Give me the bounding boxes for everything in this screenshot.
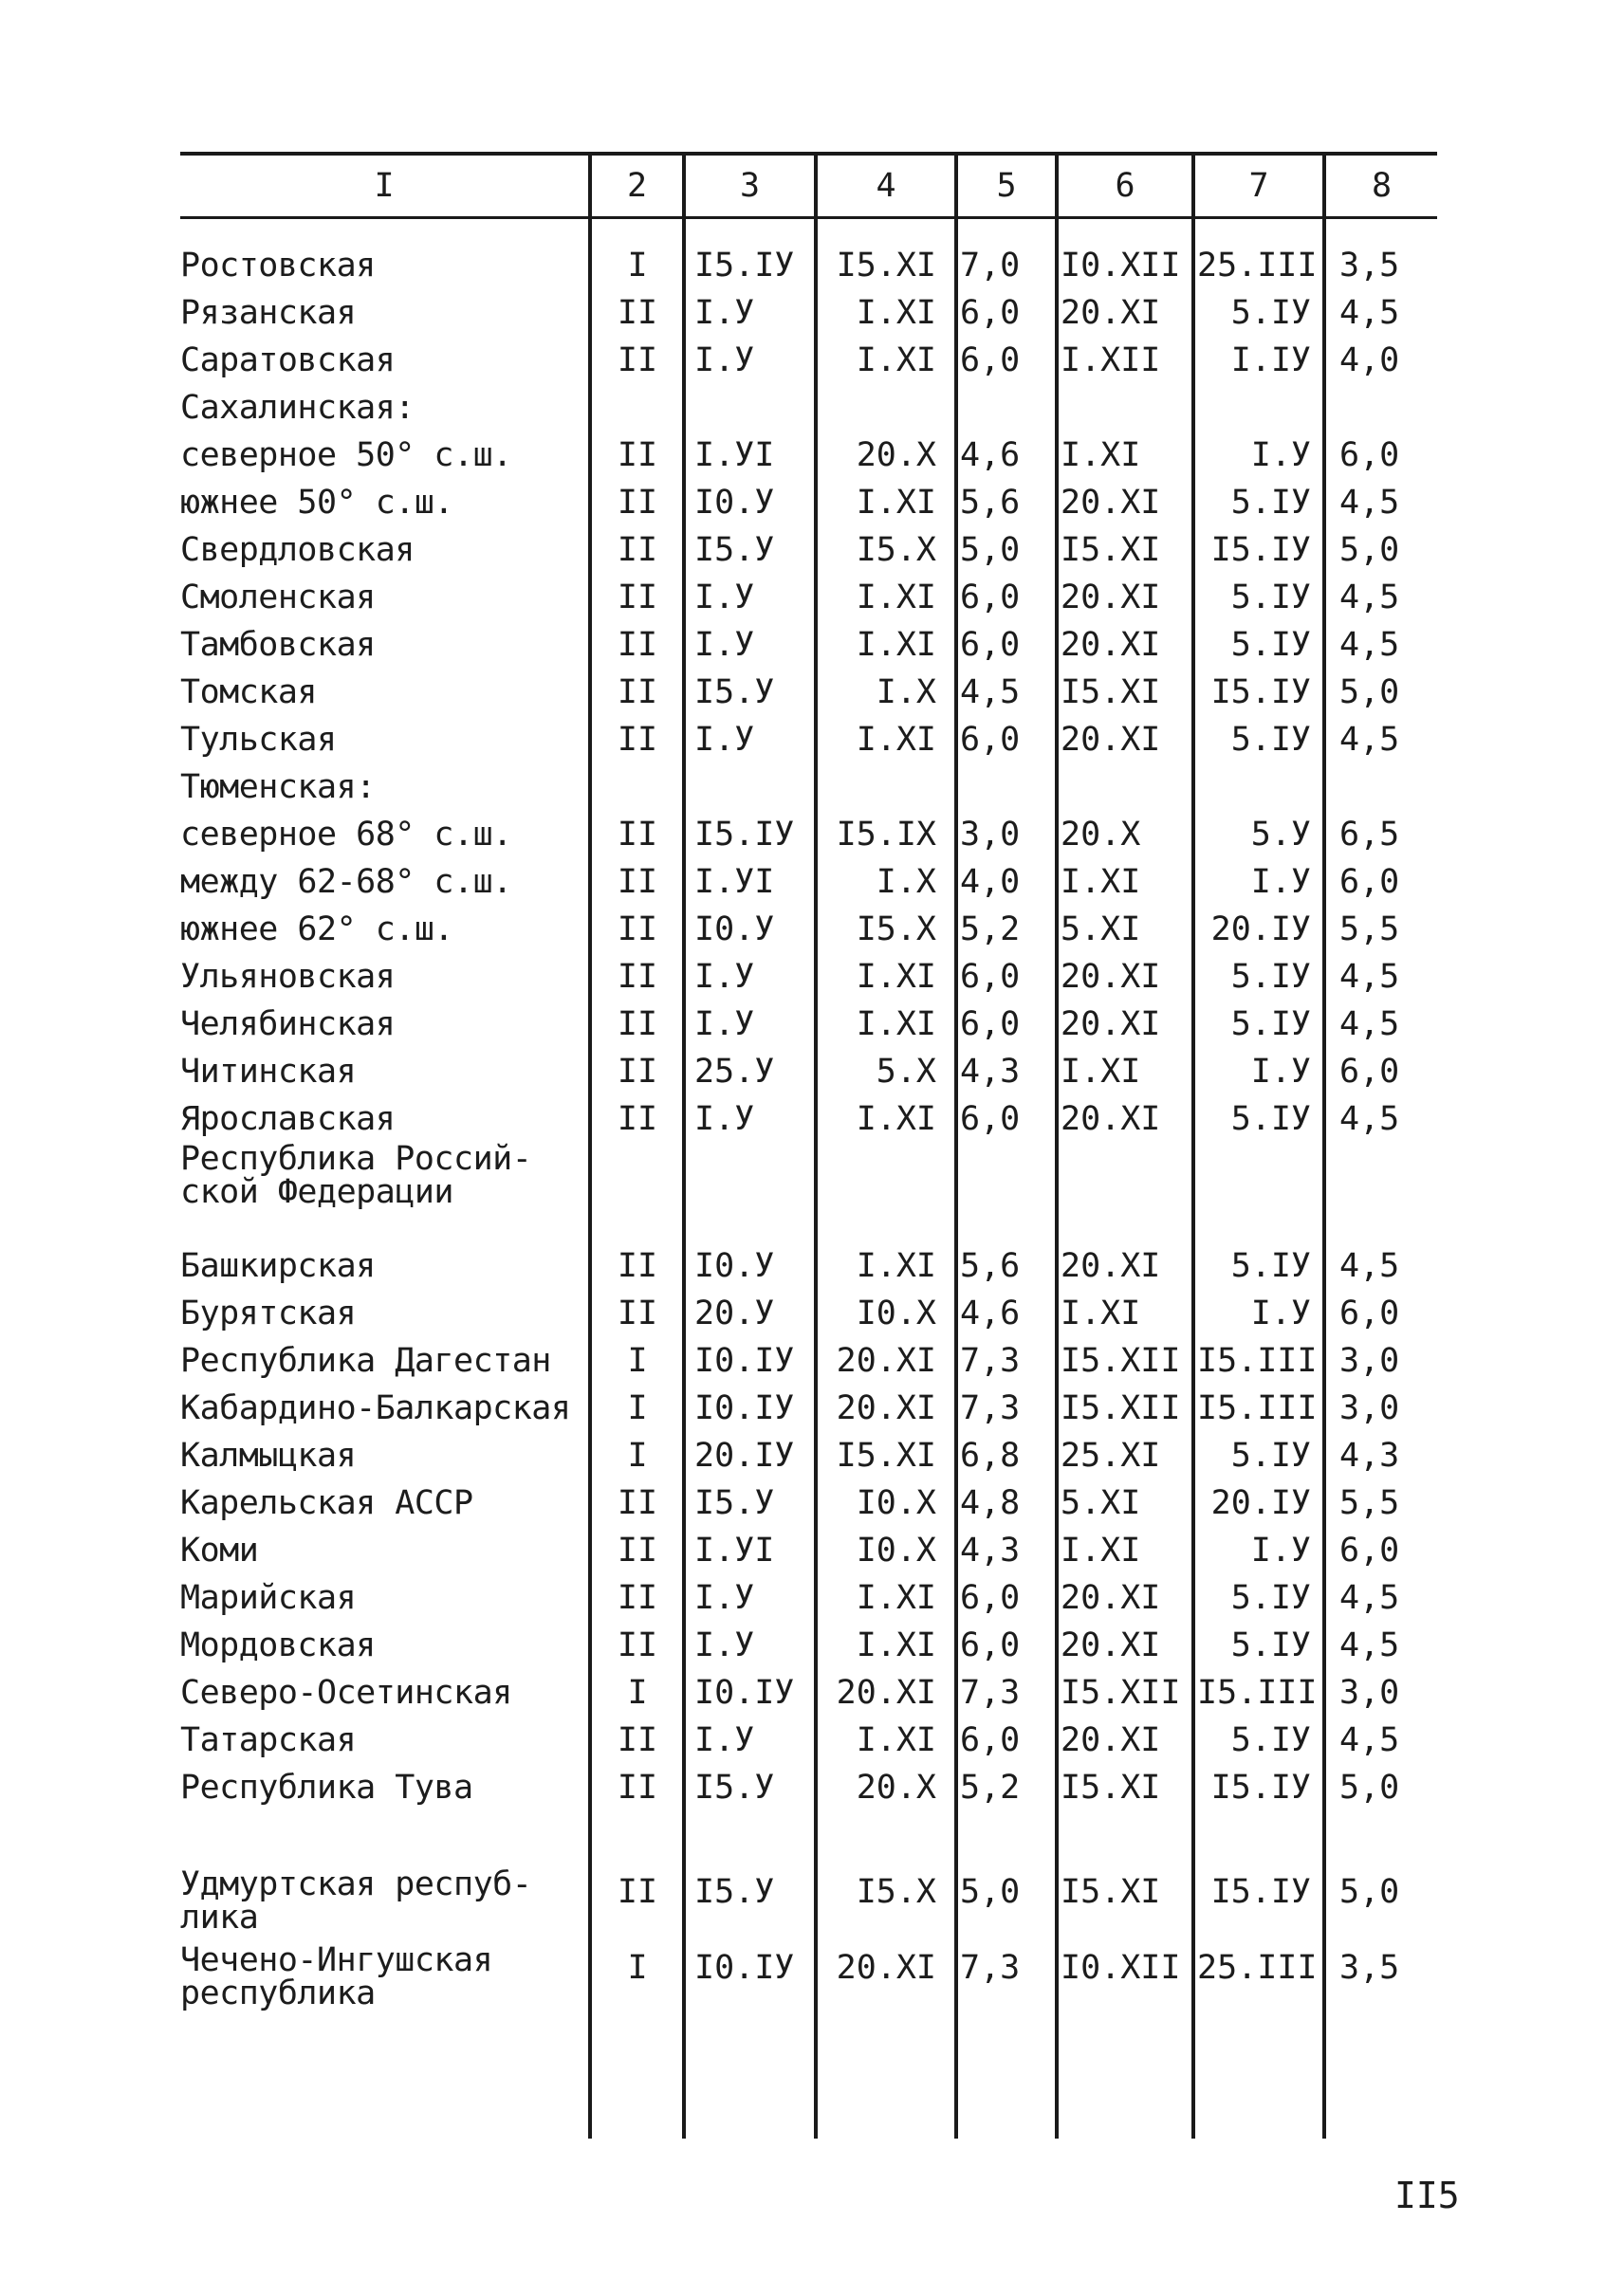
table-row — [0, 1622, 1624, 1669]
value-cell-col-2: II — [617, 1295, 658, 1332]
table-row — [0, 432, 1624, 479]
value-cell-col-4: 5.X — [876, 1053, 936, 1091]
value-cell-col-7: I.У — [1250, 1053, 1311, 1091]
value-cell-col-3: I.У — [694, 721, 755, 759]
value-cell-col-5: 4,3 — [960, 1053, 1021, 1091]
value-cell-col-6: 20.XI — [1061, 579, 1161, 616]
value-cell-col-2: I — [627, 1674, 648, 1712]
value-cell-col-4: I5.IX — [836, 816, 936, 854]
value-cell-col-3: 20.У — [694, 1295, 775, 1332]
value-cell-col-5: 5,0 — [960, 531, 1021, 569]
column-header-8: 8 — [1371, 167, 1393, 205]
value-cell-col-2: II — [617, 341, 658, 379]
region-name-cell: Саратовская — [180, 341, 396, 379]
value-cell-col-6: I.XII — [1061, 341, 1161, 379]
value-cell-col-8: 6,0 — [1339, 436, 1400, 474]
value-cell-col-3: I.У — [694, 579, 755, 616]
value-cell-col-4: I.XI — [856, 958, 936, 996]
value-cell-col-2: II — [617, 910, 658, 948]
value-cell-col-8: 3,0 — [1339, 1389, 1400, 1427]
region-name-cell: южнее 62° с.ш. — [180, 910, 454, 948]
value-cell-col-3: I5.У — [694, 1484, 775, 1522]
value-cell-col-7: 5.IУ — [1230, 626, 1311, 664]
value-cell-col-3: I0.У — [694, 1247, 775, 1285]
region-name-cell: Мордовская — [180, 1626, 376, 1664]
value-cell-col-8: 4,5 — [1339, 721, 1400, 759]
value-cell-col-8: 3,0 — [1339, 1342, 1400, 1380]
value-cell-col-8: 6,0 — [1339, 863, 1400, 901]
region-name-cell: Башкирская — [180, 1247, 376, 1285]
table-row — [0, 1095, 1624, 1143]
value-cell-col-7: I5.III — [1197, 1674, 1318, 1712]
table-row — [0, 1764, 1624, 1811]
value-cell-col-4: 20.XI — [836, 1674, 936, 1712]
value-cell-col-6: 5.XI — [1061, 1484, 1141, 1522]
value-cell-col-5: 4,0 — [960, 863, 1021, 901]
region-name-cell: Республика Россий- ской Федерации — [180, 1140, 532, 1211]
value-cell-col-2: II — [617, 1053, 658, 1091]
table-row — [0, 1048, 1624, 1095]
header-bottom-rule — [180, 216, 1437, 219]
table-row — [0, 1140, 1624, 1211]
value-cell-col-3: I0.IУ — [694, 1389, 795, 1427]
column-header-2: 2 — [626, 167, 648, 205]
value-cell-col-5: 4,6 — [960, 436, 1021, 474]
region-name-cell: Бурятская — [180, 1295, 357, 1332]
table-row — [0, 1290, 1624, 1337]
value-cell-col-3: I.У — [694, 341, 755, 379]
value-cell-col-7: I5.IУ — [1210, 673, 1311, 711]
table-row — [0, 669, 1624, 716]
value-cell-col-2: II — [617, 484, 658, 522]
value-cell-col-4: I5.XI — [836, 1437, 936, 1475]
value-cell-col-3: I.УI — [694, 1532, 775, 1570]
value-cell-col-2: II — [617, 863, 658, 901]
value-cell-col-8: 5,0 — [1339, 531, 1400, 569]
value-cell-col-2: II — [617, 1005, 658, 1043]
value-cell-col-6: I5.XI — [1061, 1769, 1161, 1807]
value-cell-col-5: 6,0 — [960, 579, 1021, 616]
value-cell-col-4: I.XI — [856, 294, 936, 332]
value-cell-col-2: II — [617, 1626, 658, 1664]
value-cell-col-2: II — [617, 1579, 658, 1617]
value-cell-col-2: II — [617, 294, 658, 332]
column-header-4: 4 — [876, 167, 896, 205]
value-cell-col-3: I.У — [694, 958, 755, 996]
region-name-cell: Калмыцкая — [180, 1437, 357, 1475]
value-cell-col-4: I.XI — [856, 579, 936, 616]
region-name-cell: Свердловская — [180, 531, 415, 569]
value-cell-col-5: 6,0 — [960, 294, 1021, 332]
value-cell-col-5: 6,0 — [960, 1579, 1021, 1617]
region-name-cell: Тамбовская — [180, 626, 376, 664]
value-cell-col-2: II — [617, 958, 658, 996]
value-cell-col-6: 20.XI — [1061, 484, 1161, 522]
table-row — [0, 953, 1624, 1001]
value-cell-col-4: I.XI — [856, 1721, 936, 1759]
region-name-cell: северное 68° с.ш. — [180, 816, 512, 854]
region-name-cell: Тюменская: — [180, 768, 376, 806]
table-row — [0, 526, 1624, 574]
value-cell-col-4: I0.X — [856, 1484, 936, 1522]
value-cell-col-6: 20.XI — [1061, 1005, 1161, 1043]
table-row — [0, 1717, 1624, 1764]
value-cell-col-2: I — [627, 1949, 648, 1987]
value-cell-col-6: 25.XI — [1061, 1437, 1161, 1475]
value-cell-col-5: 5,6 — [960, 484, 1021, 522]
value-cell-col-4: I.XI — [856, 1579, 936, 1617]
value-cell-col-8: 6,5 — [1339, 816, 1400, 854]
value-cell-col-7: I.У — [1250, 863, 1311, 901]
table-row — [0, 384, 1624, 432]
value-cell-col-2: II — [617, 816, 658, 854]
table-row — [0, 1242, 1624, 1290]
value-cell-col-5: 5,2 — [960, 1769, 1021, 1807]
region-name-cell: Тульская — [180, 721, 337, 759]
value-cell-col-5: 3,0 — [960, 816, 1021, 854]
value-cell-col-5: 7,3 — [960, 1342, 1021, 1380]
value-cell-col-5: 6,8 — [960, 1437, 1021, 1475]
value-cell-col-2: II — [617, 1484, 658, 1522]
value-cell-col-2: II — [617, 579, 658, 616]
value-cell-col-6: 20.XI — [1061, 958, 1161, 996]
region-name-cell: южнее 50° с.ш. — [180, 484, 454, 522]
table-row — [0, 811, 1624, 858]
value-cell-col-5: 5,2 — [960, 910, 1021, 948]
region-name-cell: между 62-68° с.ш. — [180, 863, 512, 901]
value-cell-col-7: 25.III — [1197, 1949, 1318, 1987]
value-cell-col-7: I.У — [1250, 436, 1311, 474]
value-cell-col-6: I5.XI — [1061, 531, 1161, 569]
region-name-cell: Удмуртская респуб- лика — [180, 1865, 532, 1937]
value-cell-col-5: 7,3 — [960, 1389, 1021, 1427]
value-cell-col-5: 6,0 — [960, 721, 1021, 759]
value-cell-col-8: 3,5 — [1339, 247, 1400, 285]
value-cell-col-3: I5.У — [694, 1769, 775, 1807]
value-cell-col-8: 5,0 — [1339, 1873, 1400, 1911]
value-cell-col-3: I.У — [694, 626, 755, 664]
value-cell-col-5: 6,0 — [960, 958, 1021, 996]
value-cell-col-4: 20.XI — [836, 1949, 936, 1987]
value-cell-col-4: I.XI — [856, 626, 936, 664]
value-cell-col-6: 20.XI — [1061, 1579, 1161, 1617]
value-cell-col-4: I5.X — [856, 910, 936, 948]
value-cell-col-4: I.XI — [856, 484, 936, 522]
region-name-cell: Рязанская — [180, 294, 357, 332]
value-cell-col-6: I0.XII — [1061, 247, 1181, 285]
value-cell-col-6: 20.XI — [1061, 1100, 1161, 1138]
value-cell-col-6: 20.XI — [1061, 294, 1161, 332]
value-cell-col-7: 5.IУ — [1230, 1247, 1311, 1285]
value-cell-col-5: 5,0 — [960, 1873, 1021, 1911]
value-cell-col-3: I5.IУ — [694, 816, 795, 854]
value-cell-col-6: I5.XII — [1061, 1342, 1181, 1380]
value-cell-col-8: 5,0 — [1339, 1769, 1400, 1807]
value-cell-col-8: 5,5 — [1339, 910, 1400, 948]
table-row — [0, 1432, 1624, 1479]
value-cell-col-4: I.XI — [856, 1247, 936, 1285]
value-cell-col-3: I.УI — [694, 863, 775, 901]
region-name-cell: Ярославская — [180, 1100, 396, 1138]
value-cell-col-3: I5.У — [694, 531, 775, 569]
value-cell-col-5: 6,0 — [960, 626, 1021, 664]
column-header-7: 7 — [1248, 167, 1269, 205]
value-cell-col-8: 4,5 — [1339, 1721, 1400, 1759]
value-cell-col-8: 5,5 — [1339, 1484, 1400, 1522]
value-cell-col-3: I0.IУ — [694, 1674, 795, 1712]
table-row — [0, 858, 1624, 906]
value-cell-col-3: I5.У — [694, 673, 775, 711]
page-number: II5 — [1394, 2175, 1460, 2216]
value-cell-col-6: I5.XII — [1061, 1674, 1181, 1712]
value-cell-col-5: 6,0 — [960, 1721, 1021, 1759]
table-row — [0, 763, 1624, 811]
value-cell-col-8: 4,3 — [1339, 1437, 1400, 1475]
value-cell-col-6: 5.XI — [1061, 910, 1141, 948]
value-cell-col-8: 4,5 — [1339, 1247, 1400, 1285]
value-cell-col-5: 6,0 — [960, 341, 1021, 379]
value-cell-col-2: II — [617, 1721, 658, 1759]
region-name-cell: Ростовская — [180, 247, 376, 285]
value-cell-col-7: 5.IУ — [1230, 958, 1311, 996]
value-cell-col-3: I.У — [694, 294, 755, 332]
table-row — [0, 1527, 1624, 1574]
value-cell-col-7: I5.III — [1197, 1342, 1318, 1380]
value-cell-col-7: I.IУ — [1230, 341, 1311, 379]
value-cell-col-8: 4,5 — [1339, 1579, 1400, 1617]
value-cell-col-5: 6,0 — [960, 1100, 1021, 1138]
region-name-cell: Томская — [180, 673, 318, 711]
value-cell-col-2: II — [617, 1873, 658, 1911]
value-cell-col-7: 5.IУ — [1230, 1721, 1311, 1759]
value-cell-col-5: 7,0 — [960, 247, 1021, 285]
region-name-cell: Карельская АССР — [180, 1484, 473, 1522]
value-cell-col-3: I.У — [694, 1579, 755, 1617]
value-cell-col-6: I.XI — [1061, 1053, 1141, 1091]
value-cell-col-7: 5.IУ — [1230, 294, 1311, 332]
value-cell-col-3: I5.IУ — [694, 247, 795, 285]
value-cell-col-3: I.У — [694, 1005, 755, 1043]
value-cell-col-3: I0.У — [694, 484, 775, 522]
column-header-1: I — [374, 167, 395, 205]
table-row — [0, 1001, 1624, 1048]
value-cell-col-8: 3,0 — [1339, 1674, 1400, 1712]
value-cell-col-3: I.У — [694, 1721, 755, 1759]
value-cell-col-7: 5.IУ — [1230, 484, 1311, 522]
table-row — [0, 574, 1624, 621]
region-name-cell: Татарская — [180, 1721, 357, 1759]
value-cell-col-6: I.XI — [1061, 1295, 1141, 1332]
region-name-cell: Республика Дагестан — [180, 1342, 551, 1380]
value-cell-col-7: 20.IУ — [1210, 1484, 1311, 1522]
value-cell-col-5: 4,6 — [960, 1295, 1021, 1332]
table-row — [0, 1865, 1624, 1937]
table-row — [0, 716, 1624, 763]
region-name-cell: Читинская — [180, 1053, 357, 1091]
table-top-rule — [180, 152, 1437, 156]
value-cell-col-4: I.XI — [856, 1626, 936, 1664]
value-cell-col-7: I.У — [1250, 1295, 1311, 1332]
table-row — [0, 621, 1624, 669]
value-cell-col-8: 4,5 — [1339, 1100, 1400, 1138]
region-name-cell: Смоленская — [180, 579, 376, 616]
value-cell-col-2: II — [617, 721, 658, 759]
table-row — [0, 1337, 1624, 1385]
value-cell-col-6: 20.XI — [1061, 1721, 1161, 1759]
value-cell-col-6: I0.XII — [1061, 1949, 1181, 1987]
value-cell-col-7: 5.IУ — [1230, 1437, 1311, 1475]
region-name-cell: Северо-Осетинская — [180, 1674, 512, 1712]
table-row — [0, 242, 1624, 289]
value-cell-col-7: 5.IУ — [1230, 721, 1311, 759]
value-cell-col-5: 4,5 — [960, 673, 1021, 711]
value-cell-col-6: I5.XI — [1061, 673, 1161, 711]
table-row — [0, 289, 1624, 337]
value-cell-col-6: 20.XI — [1061, 1247, 1161, 1285]
value-cell-col-4: I.XI — [856, 341, 936, 379]
value-cell-col-8: 4,5 — [1339, 958, 1400, 996]
table-row — [0, 1385, 1624, 1432]
value-cell-col-8: 4,0 — [1339, 341, 1400, 379]
value-cell-col-4: 20.X — [856, 1769, 936, 1807]
value-cell-col-8: 4,5 — [1339, 484, 1400, 522]
region-name-cell: Сахалинская: — [180, 389, 415, 427]
value-cell-col-8: 4,5 — [1339, 579, 1400, 616]
value-cell-col-2: II — [617, 531, 658, 569]
value-cell-col-2: I — [627, 1437, 648, 1475]
table-row — [0, 906, 1624, 953]
value-cell-col-2: II — [617, 1769, 658, 1807]
value-cell-col-8: 6,0 — [1339, 1532, 1400, 1570]
value-cell-col-4: I5.XI — [836, 247, 936, 285]
value-cell-col-5: 7,3 — [960, 1674, 1021, 1712]
value-cell-col-6: I.XI — [1061, 436, 1141, 474]
value-cell-col-2: II — [617, 626, 658, 664]
value-cell-col-3: I0.У — [694, 910, 775, 948]
value-cell-col-7: 5.У — [1250, 816, 1311, 854]
value-cell-col-3: I.УI — [694, 436, 775, 474]
value-cell-col-5: 6,0 — [960, 1005, 1021, 1043]
value-cell-col-6: I5.XI — [1061, 1873, 1161, 1911]
table-row — [0, 1669, 1624, 1717]
value-cell-col-6: 20.XI — [1061, 626, 1161, 664]
value-cell-col-8: 5,0 — [1339, 673, 1400, 711]
value-cell-col-2: II — [617, 1100, 658, 1138]
value-cell-col-2: I — [627, 1389, 648, 1427]
value-cell-col-4: I.X — [876, 673, 936, 711]
value-cell-col-8: 6,0 — [1339, 1295, 1400, 1332]
value-cell-col-7: 5.IУ — [1230, 1626, 1311, 1664]
value-cell-col-4: 20.XI — [836, 1342, 936, 1380]
value-cell-col-4: I0.X — [856, 1295, 936, 1332]
value-cell-col-4: I.XI — [856, 1100, 936, 1138]
value-cell-col-6: 20.XI — [1061, 721, 1161, 759]
value-cell-col-7: 25.III — [1197, 247, 1318, 285]
value-cell-col-6: I.XI — [1061, 863, 1141, 901]
region-name-cell: Кабардино-Балкарская — [180, 1389, 571, 1427]
value-cell-col-5: 4,3 — [960, 1532, 1021, 1570]
value-cell-col-3: I0.IУ — [694, 1342, 795, 1380]
value-cell-col-2: I — [627, 1342, 648, 1380]
column-header-3: 3 — [739, 167, 761, 205]
region-name-cell: Чечено-Ингушская республика — [180, 1941, 493, 2012]
value-cell-col-4: 20.X — [856, 436, 936, 474]
value-cell-col-3: 20.IУ — [694, 1437, 795, 1475]
value-cell-col-2: II — [617, 1532, 658, 1570]
column-header-6: 6 — [1115, 167, 1135, 205]
value-cell-col-8: 4,5 — [1339, 294, 1400, 332]
table-row — [0, 1941, 1624, 2012]
region-name-cell: Республика Тува — [180, 1769, 473, 1807]
value-cell-col-7: I5.IУ — [1210, 1873, 1311, 1911]
region-name-cell: Челябинская — [180, 1005, 396, 1043]
value-cell-col-7: 5.IУ — [1230, 579, 1311, 616]
value-cell-col-2: II — [617, 673, 658, 711]
value-cell-col-7: I5.IУ — [1210, 1769, 1311, 1807]
value-cell-col-7: I.У — [1250, 1532, 1311, 1570]
value-cell-col-8: 4,5 — [1339, 626, 1400, 664]
value-cell-col-6: I.XI — [1061, 1532, 1141, 1570]
value-cell-col-5: 6,0 — [960, 1626, 1021, 1664]
table-row — [0, 337, 1624, 384]
value-cell-col-5: 4,8 — [960, 1484, 1021, 1522]
table-row — [0, 479, 1624, 526]
value-cell-col-4: I5.X — [856, 1873, 936, 1911]
region-name-cell: Марийская — [180, 1579, 357, 1617]
value-cell-col-5: 5,6 — [960, 1247, 1021, 1285]
value-cell-col-4: I5.X — [856, 531, 936, 569]
value-cell-col-2: I — [627, 247, 648, 285]
value-cell-col-7: 5.IУ — [1230, 1100, 1311, 1138]
value-cell-col-3: 25.У — [694, 1053, 775, 1091]
region-name-cell: Коми — [180, 1532, 259, 1570]
value-cell-col-7: 20.IУ — [1210, 910, 1311, 948]
region-name-cell: северное 50° с.ш. — [180, 436, 512, 474]
value-cell-col-6: 20.X — [1061, 816, 1141, 854]
value-cell-col-6: I5.XII — [1061, 1389, 1181, 1427]
value-cell-col-7: I5.III — [1197, 1389, 1318, 1427]
value-cell-col-2: II — [617, 1247, 658, 1285]
value-cell-col-7: 5.IУ — [1230, 1579, 1311, 1617]
value-cell-col-4: I.XI — [856, 721, 936, 759]
value-cell-col-8: 6,0 — [1339, 1053, 1400, 1091]
value-cell-col-6: 20.XI — [1061, 1626, 1161, 1664]
value-cell-col-3: I.У — [694, 1626, 755, 1664]
table-row — [0, 1574, 1624, 1622]
value-cell-col-4: 20.XI — [836, 1389, 936, 1427]
region-name-cell: Ульяновская — [180, 958, 396, 996]
table-row — [0, 1479, 1624, 1527]
value-cell-col-4: I0.X — [856, 1532, 936, 1570]
value-cell-col-4: I.X — [876, 863, 936, 901]
value-cell-col-3: I.У — [694, 1100, 755, 1138]
value-cell-col-7: 5.IУ — [1230, 1005, 1311, 1043]
value-cell-col-8: 4,5 — [1339, 1005, 1400, 1043]
value-cell-col-3: I0.IУ — [694, 1949, 795, 1987]
column-header-5: 5 — [996, 167, 1017, 205]
value-cell-col-3: I5.У — [694, 1873, 775, 1911]
value-cell-col-5: 7,3 — [960, 1949, 1021, 1987]
value-cell-col-8: 4,5 — [1339, 1626, 1400, 1664]
value-cell-col-4: I.XI — [856, 1005, 936, 1043]
value-cell-col-8: 3,5 — [1339, 1949, 1400, 1987]
value-cell-col-2: II — [617, 436, 658, 474]
value-cell-col-7: I5.IУ — [1210, 531, 1311, 569]
